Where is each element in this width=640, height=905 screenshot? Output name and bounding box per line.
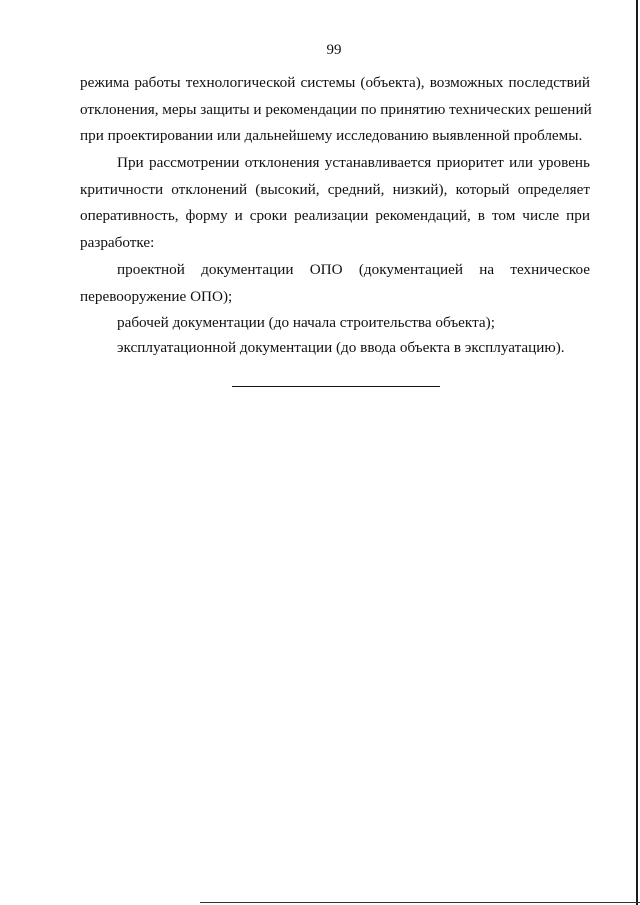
text-line: проектной документации ОПО (документацией на техническое	[117, 261, 590, 278]
list-item-project-docs	[80, 257, 590, 310]
text-line: режима работы технологической системы (объекта), возможных последствий	[80, 74, 590, 91]
scan-edge-right	[636, 0, 638, 905]
paragraph-continuation	[80, 70, 590, 150]
text-line: разработке:	[80, 234, 155, 252]
list-item-working-docs	[80, 310, 590, 337]
text-line: оперативность, форму и сроки реализации рекомендаций, в том числе при	[80, 207, 590, 225]
text-line: рабочей документации (до начала строительства объекта);	[117, 314, 495, 331]
text-line: критичности отклонений (высокий, средний, низкий), который определяет	[80, 180, 590, 198]
scan-edge-bottom	[200, 902, 640, 903]
text-line: при проектировании или дальнейшему исследованию выявленной проблемы.	[80, 127, 583, 145]
text-line: При рассмотрении отклонения устанавливается приоритет или уровень	[117, 154, 590, 171]
text-line: перевооружение ОПО);	[80, 287, 233, 305]
text-line: отклонения, меры защиты и рекомендации по принятию технических решений	[80, 100, 592, 118]
paragraph-priority	[80, 150, 590, 257]
list-item-operational-docs	[80, 335, 590, 362]
text-line: эксплуатационной документации (до ввода объекта в эксплуатацию).	[117, 339, 565, 356]
page-number: 99	[326, 42, 342, 58]
end-separator-line	[232, 386, 440, 387]
